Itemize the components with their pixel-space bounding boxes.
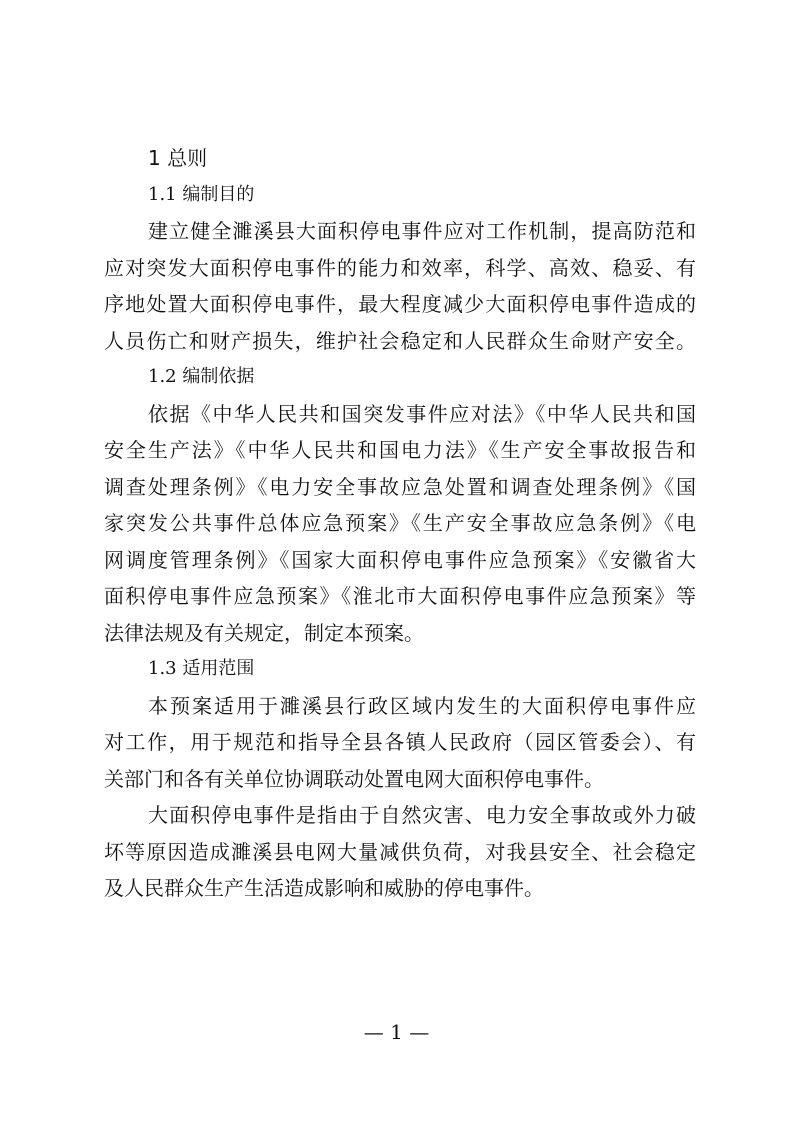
chapter-title: 1 总则 <box>148 146 208 170</box>
paragraph-line: 网调度管理条例》《国家大面积停电事件应急预案》《安徽省大 <box>104 547 696 572</box>
paragraph-line: 依据《中华人民共和国突发事件应对法》《中华人民共和国 <box>148 401 696 426</box>
paragraph-purpose <box>104 213 696 359</box>
section-heading-1-2: 1.2 编制依据 <box>148 366 255 387</box>
paragraph-line: 安全生产法》《中华人民共和国电力法》《生产安全事故报告和 <box>104 438 696 462</box>
paragraph-basis <box>104 396 696 652</box>
paragraph-scope <box>104 688 696 798</box>
paragraph-line: 调查处理条例》《电力安全事故应急处置和调查处理条例》《国 <box>104 474 696 499</box>
paragraph-line: 家突发公共事件总体应急预案》《生产安全事故应急条例》《电 <box>104 511 696 535</box>
paragraph-definition <box>104 797 696 907</box>
paragraph-line: 及人民群众生产生活造成影响和威胁的停电事件。 <box>104 876 544 900</box>
section-heading-1-1: 1.1 编制目的 <box>148 183 255 205</box>
paragraph-line: 面积停电事件应急预案》《淮北市大面积停电事件应急预案》等 <box>104 584 696 608</box>
paragraph-line: 坏等原因造成濉溪县电网大量减供负荷，对我县安全、社会稳定 <box>104 839 696 864</box>
paragraph-line: 建立健全濉溪县大面积停电事件应对工作机制，提高防范和 <box>148 219 696 243</box>
paragraph-line: 关部门和各有关单位协调联动处置电网大面积停电事件。 <box>104 766 604 791</box>
paragraph-line: 本预案适用于濉溪县行政区域内发生的大面积停电事件应 <box>148 693 696 718</box>
paragraph-line: 大面积停电事件是指由于自然灾害、电力安全事故或外力破 <box>148 803 696 827</box>
paragraph-line: 序地处置大面积停电事件，最大程度减少大面积停电事件造成的 <box>104 292 696 316</box>
paragraph-line: 法律法规及有关规定，制定本预案。 <box>104 620 424 645</box>
paragraph-line: 对工作，用于规范和指导全县各镇人民政府（园区管委会）、有 <box>104 730 696 754</box>
paragraph-line: 应对突发大面积停电事件的能力和效率，科学、高效、稳妥、有 <box>104 255 696 280</box>
document-body <box>104 140 696 907</box>
section-heading-1-3: 1.3 适用范围 <box>148 658 255 679</box>
page-number: — 1 — <box>363 1020 430 1044</box>
paragraph-line: 人员伤亡和财产损失，维护社会稳定和人民群众生命财产安全。 <box>104 328 696 353</box>
